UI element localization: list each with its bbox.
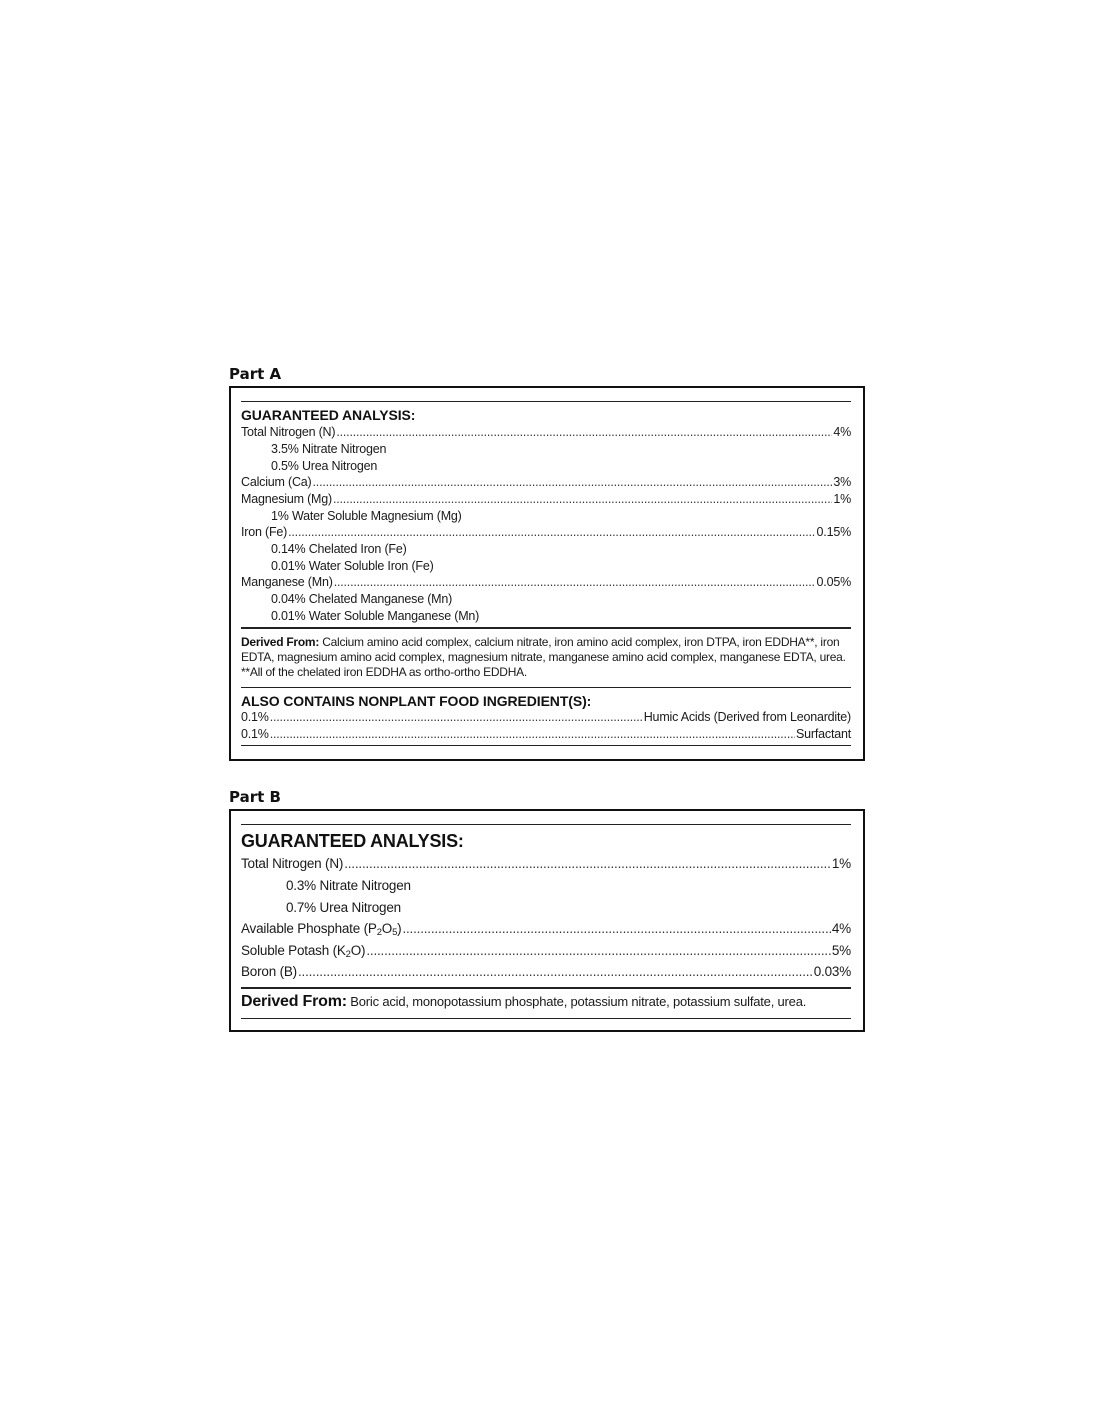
also-contains-heading: ALSO CONTAINS NONPLANT FOOD INGREDIENT(S):: [241, 693, 592, 709]
nutrient-row-soluble-potash: [241, 943, 851, 958]
derived-from-label: Derived From:: [241, 635, 320, 649]
ingredient-name: Surfactant: [796, 727, 851, 741]
nutrient-row-boron: [241, 964, 851, 979]
ingredient-value: 0.1%: [241, 710, 269, 724]
derived-from-text: Calcium amino acid complex, calcium nitrate, iron amino acid complex, iron DTPA, iron EDDHA**, iron EDTA, magnesium amino acid complex, magnesium nitrate, manganese amino acid complex, manganese EDTA, urea.: [241, 635, 846, 664]
nutrient-value: 4%: [831, 921, 851, 936]
nutrient-value: 1%: [831, 856, 851, 871]
nutrient-name: Total Nitrogen (N): [241, 856, 344, 871]
part-b-panel: [229, 809, 865, 1032]
dot-leader: [288, 525, 815, 539]
ingredient-name: Humic Acids (Derived from Leonardite): [643, 710, 851, 724]
dot-leader: [366, 943, 831, 958]
nutrient-value: 0.03%: [813, 964, 851, 979]
nutrient-name: Available Phosphate $(P_2O_5)$: [241, 921, 402, 938]
ingredient-value: 0.1%: [241, 727, 269, 741]
nutrient-name: Iron (Fe): [241, 525, 288, 539]
section-rule: [241, 987, 851, 989]
part-b-label: Part B: [229, 788, 281, 806]
derived-from-label: Derived From:: [241, 993, 347, 1010]
nutrient-name: Manganese (Mn): [241, 575, 333, 589]
top-rule: [241, 824, 851, 825]
sub-item: 0.01% Water Soluble Manganese (Mn): [271, 609, 480, 623]
nutrient-row-total-nitrogen: [241, 425, 851, 439]
bottom-rule: [241, 1018, 851, 1019]
derived-from-note: **All of the chelated iron EDDHA as ortho-ortho EDDHA.: [241, 665, 527, 679]
dot-leader: [298, 964, 813, 979]
sub-item: 1% Water Soluble Magnesium (Mg): [271, 509, 462, 523]
sub-item: 0.5% Urea Nitrogen: [271, 459, 378, 473]
nutrient-name: Soluble Potash $(K_2O)$: [241, 943, 366, 960]
guaranteed-analysis-heading: GUARANTEED ANALYSIS:: [241, 831, 464, 851]
sub-item: 0.3% Nitrate Nitrogen: [286, 878, 411, 893]
dot-leader: [336, 425, 832, 439]
sub-item: 0.01% Water Soluble Iron (Fe): [271, 559, 434, 573]
section-rule: [241, 627, 851, 629]
dot-leader: [402, 921, 830, 936]
sub-item: 0.7% Urea Nitrogen: [286, 900, 401, 915]
nutrient-value: 4%: [833, 425, 851, 439]
section-rule: [241, 687, 851, 688]
derived-from-paragraph: [241, 994, 851, 1010]
part-a-panel: [229, 386, 865, 761]
nutrient-name: Calcium (Ca): [241, 475, 312, 489]
guaranteed-analysis-heading: GUARANTEED ANALYSIS:: [241, 407, 416, 423]
nutrient-name: Boron (B): [241, 964, 297, 979]
dot-leader: [344, 856, 831, 871]
nutrient-value: 1%: [833, 492, 851, 506]
derived-from-text: Boric acid, monopotassium phosphate, potassium nitrate, potassium sulfate, urea.: [350, 994, 807, 1009]
derived-from-paragraph: [241, 635, 851, 680]
dot-leader: [270, 710, 643, 724]
nutrient-value: 0.15%: [816, 525, 851, 539]
bottom-rule: [241, 745, 851, 746]
sub-item: 3.5% Nitrate Nitrogen: [271, 442, 387, 456]
top-rule: [241, 401, 851, 402]
nutrient-value: 3%: [833, 475, 851, 489]
ingredient-row-surfactant: [241, 727, 851, 741]
nutrient-name: Total Nitrogen (N): [241, 425, 336, 439]
sub-item: 0.04% Chelated Manganese (Mn): [271, 592, 453, 606]
sub-item: 0.14% Chelated Iron (Fe): [271, 542, 407, 556]
nutrient-row-available-phosphate: [241, 921, 851, 936]
nutrient-value: 0.05%: [816, 575, 851, 589]
ingredient-row-humic: [241, 710, 851, 724]
nutrient-row-total-nitrogen: [241, 856, 851, 871]
nutrient-row-calcium: [241, 475, 851, 489]
nutrient-row-magnesium: [241, 492, 851, 506]
nutrient-row-iron: [241, 525, 851, 539]
part-a-label: Part A: [229, 365, 282, 383]
dot-leader: [313, 475, 833, 489]
nutrient-value: 5%: [831, 943, 851, 958]
dot-leader: [333, 492, 832, 506]
nutrient-name: Magnesium (Mg): [241, 492, 332, 506]
dot-leader: [270, 727, 795, 741]
dot-leader: [334, 575, 816, 589]
nutrient-row-manganese: [241, 575, 851, 589]
